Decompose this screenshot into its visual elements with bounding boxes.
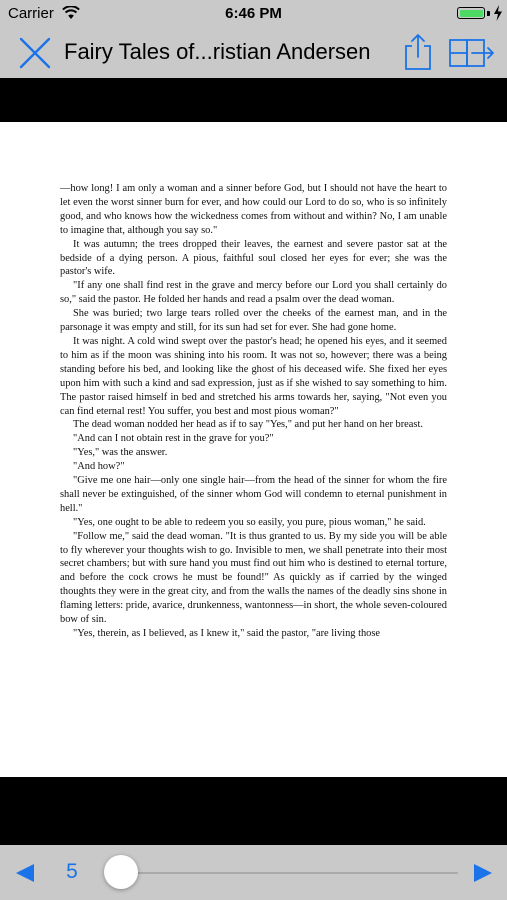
page-slider-track[interactable] (122, 872, 458, 874)
right-arrow-icon[interactable] (472, 862, 494, 884)
page-number: 5 (66, 860, 78, 883)
share-icon[interactable] (402, 33, 434, 71)
battery-level (460, 10, 483, 17)
paragraph: "Give me one hair—only one single hair—from the head of the sinner for whom the fire shall never be extinguished, of the sinner whom God will condemn to eternal punishment in hell." (60, 475, 447, 514)
paragraph: "Yes, therein, as I believed, as I knew it," said the pastor, "are living those (73, 628, 381, 639)
paragraph: It was autumn; the trees dropped their leaves, the earnest and severe pastor sat at the bedside of a dying person. A pious, faithful soul closed her eyes for ever; she was the pastor's wife. (60, 238, 447, 278)
book-page[interactable] (0, 122, 507, 777)
paragraph: "Yes," was the answer. (73, 447, 168, 459)
paragraph: "If any one shall find rest in the grave and mercy before our Lord you shall certainly do so," said the pastor. He folded her hands and read a psalm over the dead woman. (60, 280, 447, 306)
paragraph: "Yes, one ought to be able to redeem you so easily, you pure, pious woman," he said. (73, 516, 426, 528)
battery-icon (457, 7, 485, 19)
paragraph: She was buried; two large tears rolled over the cheeks of the earnest man, and in the parsonage it was empty and still, for its sun had set for ever. She had gone home. (60, 308, 447, 334)
page-slider-thumb[interactable] (104, 855, 138, 889)
left-arrow-icon[interactable] (14, 862, 36, 884)
pages-icon[interactable] (448, 38, 496, 68)
charging-bolt-icon (493, 5, 503, 21)
nav-bar (0, 28, 507, 78)
paragraph: "And how?" (73, 461, 125, 473)
status-time: 6:46 PM (225, 5, 282, 22)
book-title: Fairy Tales of...ristian Andersen (64, 39, 371, 64)
carrier-label: Carrier (8, 5, 54, 22)
paragraph: —how long! I am only a woman and a sinner before God, but I should not have the heart to let even the worst sinner burn for ever, and how could our Lord to do so, who is so infinitely good, and who knows how the wickedness comes from without and within? No, I am unable to imagine that, although you say so." (60, 183, 447, 236)
page-text (60, 182, 447, 641)
status-bar (0, 0, 507, 28)
paragraph: "Follow me," said the dead woman. "It is thus granted to us. By my side you will be able to fly wherever your thoughts wish to go. Invisible to men, we shall penetrate into their most secret chambers; but with sure hand you must find out him who is destined to eternal torture, and before the cock crows he must be found!" As quickly as if carried by the winged thoughts they were in the great city, and from the walls the names of the deadly sins shone in flaming letters: pride, avarice, drunkenness, wantonness—in short, the whole seven-coloured bow of sin. (60, 530, 447, 626)
paragraph: The dead woman nodded her head as if to say "Yes," and put her hand on her breast. (73, 419, 423, 431)
paragraph: "And can I not obtain rest in the grave for you?" (73, 433, 274, 445)
paragraph: It was night. A cold wind swept over the pastor's head; he opened his eyes, and it seemed to him as if the moon was shining into his room. It was not so, however; there was a being standing before his bed, and looking like the ghost of his deceased wife. She fixed her eyes upon him with such a kind and sad expression, just as if she wished to say something to him. The pastor raised himself in bed and stretched his arms towards her, saying, "Not even you can find eternal rest! You suffer, you best and most pious woman?" (60, 335, 447, 417)
close-icon[interactable] (18, 36, 52, 70)
battery-tip (487, 11, 490, 16)
page-toolbar (0, 845, 507, 900)
